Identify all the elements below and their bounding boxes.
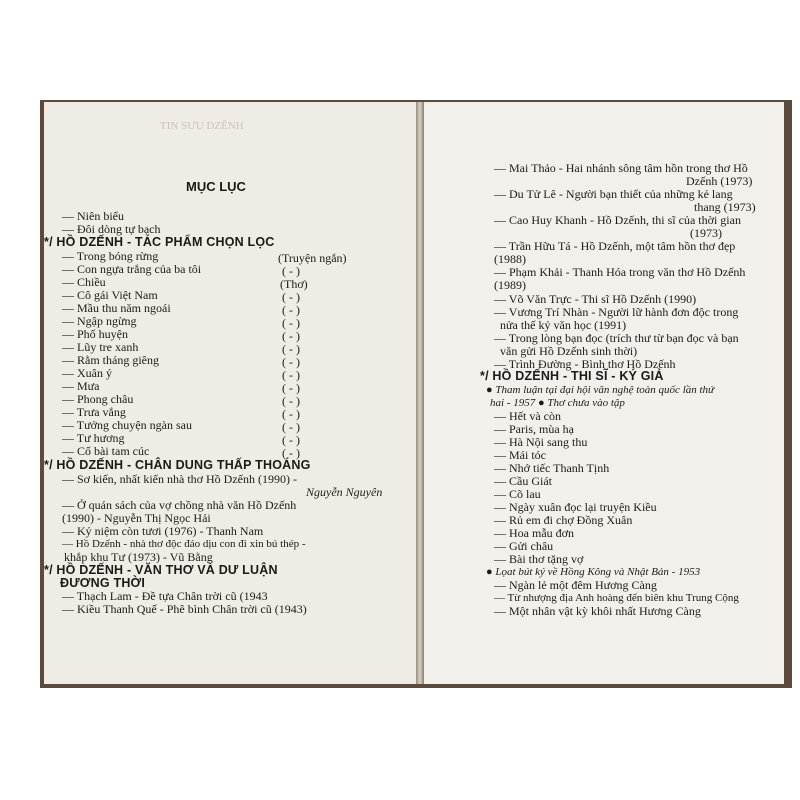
- toc-entry: — Phố huyện: [62, 327, 128, 341]
- toc-entry: — Du Tử Lê - Người bạn thiết của những kẻ lang: [494, 187, 733, 201]
- toc-entry: — Niên biểu: [62, 209, 124, 223]
- genre-mark: (Thơ): [280, 277, 308, 291]
- toc-entry: — Phạm Khải - Thanh Hóa trong văn thơ Hồ Dzếnh: [494, 265, 746, 279]
- toc-entry: — Từ nhượng địa Anh hoàng đến biên khu Trung Cộng: [494, 592, 739, 604]
- toc-entry: — Rủ em đi chợ Đồng Xuân: [494, 513, 633, 527]
- toc-entry: — Trong bóng rừng: [62, 249, 159, 263]
- toc-entry: — Ngập ngừng: [62, 314, 137, 328]
- toc-entry: — Tư hương: [62, 431, 125, 445]
- genre-mark: ( - ): [282, 264, 300, 278]
- genre-mark: ( - ): [282, 381, 300, 395]
- genre-mark: ( - ): [282, 329, 300, 343]
- toc-entry: Dzếnh (1973): [686, 174, 753, 188]
- running-head: TIN SƯU DZÊNH: [160, 120, 244, 132]
- genre-mark: ( - ): [282, 420, 300, 434]
- toc-entry: — Mái tóc: [494, 448, 546, 462]
- section-heading: */ HỒ DZẾNH - CHÂN DUNG THẤP THOÁNG: [44, 458, 311, 472]
- toc-entry: — Vương Trí Nhàn - Người lữ hành đơn độc trong: [494, 305, 739, 319]
- section-heading: */ HỒ DZẾNH - THI SĨ - KÝ GIẢ: [480, 369, 664, 383]
- toc-entry: — Mai Thảo - Hai nhánh sông tâm hồn trong thơ Hồ: [494, 161, 748, 175]
- toc-entry: nửa thế kỷ văn học (1991): [500, 318, 627, 332]
- toc-entry: — Hồ Dzếnh - nhà thơ độc đáo dịu con đi xin bú thép -: [62, 538, 306, 550]
- toc-entry: — Tưởng chuyện ngàn sau: [62, 418, 192, 432]
- genre-mark: ( - ): [282, 355, 300, 369]
- toc-entry: khắp khu Tư (1973) - Vũ Bằng: [64, 550, 213, 564]
- toc-entry: — Võ Văn Trực - Thi sĩ Hồ Dzếnh (1990): [494, 292, 697, 306]
- toc-entry: — Rằm tháng giêng: [62, 353, 159, 367]
- toc-entry: (1989): [494, 278, 526, 292]
- toc-entry: — Trần Hữu Tá - Hồ Dzếnh, một tâm hồn thơ đẹp: [494, 239, 736, 253]
- genre-mark: ( - ): [282, 407, 300, 421]
- toc-entry: thang (1973): [694, 200, 756, 214]
- genre-mark: ( - ): [282, 290, 300, 304]
- toc-entry: — Cầu Giát: [494, 474, 552, 488]
- toc-entry: (1973): [690, 226, 722, 240]
- left-page: [44, 102, 416, 684]
- toc-entry: — Cõ lau: [494, 487, 541, 501]
- genre-mark: ( - ): [282, 303, 300, 317]
- genre-mark: ( - ): [282, 316, 300, 330]
- toc-entry: — Cao Huy Khanh - Hồ Dzếnh, thi sĩ của thời gian: [494, 213, 741, 227]
- section-heading: */ HỒ DZẾNH - VĂN THƠ VÀ DƯ LUẬN: [44, 563, 278, 577]
- toc-entry: — Đôi dòng tự bạch: [62, 222, 161, 236]
- book-gutter: [416, 102, 424, 684]
- toc-entry: (1988): [494, 252, 526, 266]
- section-heading: */ HỒ DZẾNH - TÁC PHẨM CHỌN LỌC: [44, 235, 275, 249]
- toc-entry: — Sơ kiến, nhất kiến nhà thơ Hồ Dzếnh (1990) -: [62, 472, 297, 486]
- toc-author: Nguyễn Nguyên: [306, 485, 383, 499]
- toc-entry: — Thạch Lam - Đề tựa Chân trời cũ (1943: [62, 589, 268, 603]
- genre-mark: ( - ): [282, 342, 300, 356]
- page-title: MỤC LỤC: [186, 179, 246, 194]
- toc-entry: — Ngàn lẻ một đêm Hương Càng: [494, 578, 657, 592]
- section-heading: ĐƯƠNG THỜI: [60, 576, 146, 590]
- genre-mark: ( - ): [282, 394, 300, 408]
- genre-mark: (Truyện ngắn): [278, 251, 347, 265]
- toc-entry: — Trong lòng bạn đọc (trích thư từ bạn đọc và bạn: [494, 331, 739, 345]
- toc-entry: — Xuân ý: [62, 366, 112, 380]
- toc-entry: — Chiều: [62, 275, 106, 289]
- toc-entry: — Trưa vắng: [62, 405, 126, 419]
- toc-entry: — Paris, mùa hạ: [494, 422, 574, 436]
- toc-entry: — Trình Đường - Bình thơ Hồ Dzếnh: [494, 357, 676, 371]
- toc-entry: — Ngày xuân đọc lại truyện Kiều: [494, 500, 657, 514]
- toc-entry: — Kỷ niệm còn tươi (1976) - Thanh Nam: [62, 524, 264, 538]
- toc-entry: văn gửi Hồ Dzếnh sinh thời): [500, 344, 638, 358]
- toc-entry: — Kiều Thanh Quế - Phê bình Chân trời cũ (1943): [62, 602, 307, 616]
- toc-entry: (1990) - Nguyễn Thị Ngọc Hải: [62, 511, 211, 525]
- toc-entry: — Mầu thu năm ngoái: [62, 301, 171, 315]
- toc-entry: hai - 1957 ● Thơ chưa vào tập: [490, 397, 625, 409]
- toc-entry: — Cổ bài tam cúc: [62, 444, 150, 458]
- toc-entry: — Nhớ tiếc Thanh Tịnh: [494, 461, 610, 475]
- genre-mark: ( - ): [282, 368, 300, 382]
- right-page: [424, 102, 784, 684]
- toc-entry: — Mưa: [62, 379, 100, 393]
- toc-entry: — Ở quán sách của vợ chồng nhà văn Hồ Dzếnh: [62, 498, 297, 512]
- genre-mark: ( - ): [282, 446, 300, 460]
- toc-entry: ● Lọat bút ký về Hồng Kông và Nhật Bản - 1953: [486, 566, 701, 578]
- toc-entry: — Hà Nội sang thu: [494, 435, 588, 449]
- toc-entry: — Hoa mẫu đơn: [494, 526, 574, 540]
- toc-entry: ● Tham luận tại đại hội văn nghệ toàn quốc lần thứ: [486, 384, 715, 396]
- toc-entry: — Gửi châu: [494, 539, 554, 553]
- toc-entry: — Con ngựa trắng của ba tôi: [62, 262, 202, 276]
- toc-entry: — Lũy tre xanh: [62, 340, 139, 354]
- toc-entry: — Một nhân vật kỳ khôi nhất Hương Càng: [494, 604, 701, 618]
- toc-entry: — Bài thơ tặng vợ: [494, 552, 584, 566]
- genre-mark: ( - ): [282, 433, 300, 447]
- toc-entry: — Phong châu: [62, 392, 134, 406]
- toc-entry: — Hết và còn: [494, 409, 561, 423]
- toc-entry: — Cô gái Việt Nam: [62, 288, 158, 302]
